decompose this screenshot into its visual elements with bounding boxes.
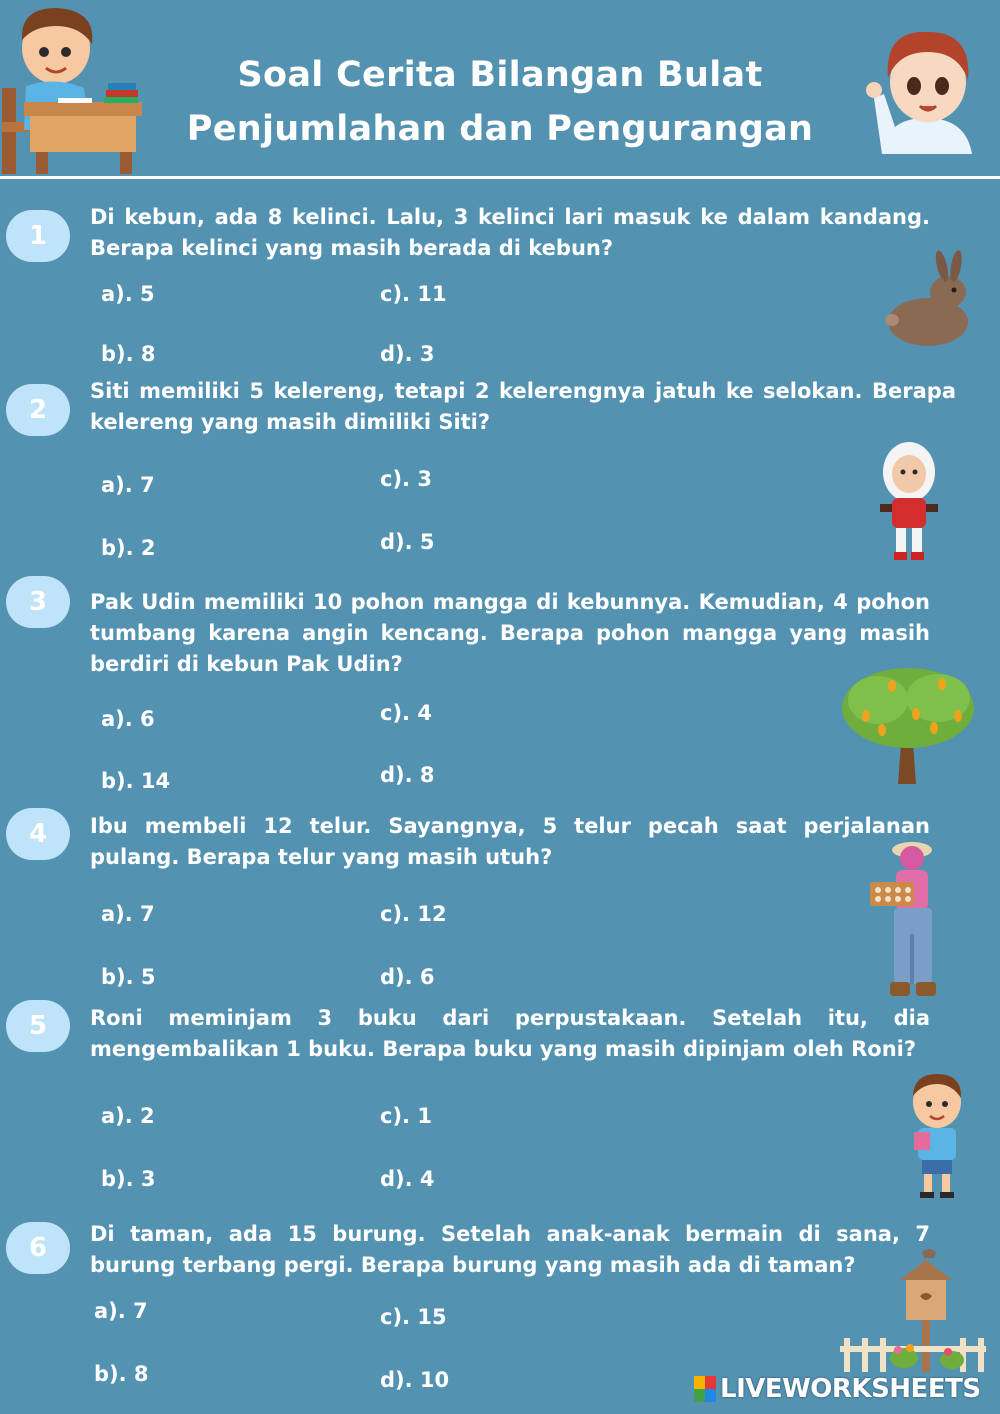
mother-with-eggs-illustration xyxy=(864,834,948,1002)
option-a[interactable]: a). 7 xyxy=(101,473,155,497)
question-number-badge: 4 xyxy=(6,808,70,860)
brand-name: LIVEWORKSHEETS xyxy=(720,1374,981,1404)
option-d[interactable]: d). 8 xyxy=(380,763,435,787)
liveworksheets-logo-icon xyxy=(694,1376,716,1402)
option-a[interactable]: a). 7 xyxy=(101,902,155,926)
option-b[interactable]: b). 3 xyxy=(101,1167,156,1191)
question-text: Siti memiliki 5 kelereng, tetapi 2 kelerengnya jatuh ke selokan. Berapa kelereng yang masih dimiliki Siti? xyxy=(90,379,956,434)
option-a[interactable]: a). 2 xyxy=(101,1104,155,1128)
question-number-badge: 3 xyxy=(6,576,70,628)
question-text: Pak Udin memiliki 10 pohon mangga di kebunnya. Kemudian, 4 pohon tumbang karena angin kencang. Berapa pohon mangga yang masih berdiri di kebun Pak Udin? xyxy=(90,590,930,676)
question-text: Roni meminjam 3 buku dari perpustakaan. Setelah itu, dia mengembalikan 1 buku. Berapa buku yang masih dipinjam oleh Roni? xyxy=(90,1006,930,1061)
option-c[interactable]: c). 12 xyxy=(380,902,447,926)
option-c[interactable]: c). 3 xyxy=(380,467,432,491)
question-number-badge: 5 xyxy=(6,1000,70,1052)
boy-with-book-illustration xyxy=(906,1072,968,1200)
option-c[interactable]: c). 15 xyxy=(380,1305,447,1329)
option-d[interactable]: d). 3 xyxy=(380,342,435,366)
title-line-1: Soal Cerita Bilangan Bulat xyxy=(237,55,763,95)
option-b[interactable]: b). 14 xyxy=(101,769,171,793)
option-d[interactable]: d). 5 xyxy=(380,530,435,554)
birdhouse-garden-illustration xyxy=(840,1246,986,1372)
question-number-badge: 1 xyxy=(6,210,70,262)
option-b[interactable]: b). 8 xyxy=(101,342,156,366)
question-number-badge: 2 xyxy=(6,384,70,436)
option-a[interactable]: a). 6 xyxy=(101,707,155,731)
option-a[interactable]: a). 5 xyxy=(101,282,155,306)
title-line-2: Penjumlahan dan Pengurangan xyxy=(186,109,814,149)
girl-hijab-illustration xyxy=(876,440,942,564)
mango-tree-illustration xyxy=(838,664,978,786)
option-b[interactable]: b). 2 xyxy=(101,536,156,560)
option-b[interactable]: b). 8 xyxy=(94,1362,149,1386)
pointing-boy-illustration xyxy=(862,22,998,166)
option-b[interactable]: b). 5 xyxy=(101,965,156,989)
liveworksheets-logo xyxy=(694,1372,981,1406)
option-d[interactable]: d). 6 xyxy=(380,965,435,989)
question-text: Ibu membeli 12 telur. Sayangnya, 5 telur pecah saat perjalanan pulang. Berapa telur yang masih utuh? xyxy=(90,814,930,869)
question-text: Di kebun, ada 8 kelinci. Lalu, 3 kelinci lari masuk ke dalam kandang. Berapa kelinci yang masih berada di kebun? xyxy=(90,205,930,260)
question-number-badge: 6 xyxy=(6,1222,70,1274)
header-divider xyxy=(0,176,1000,179)
option-d[interactable]: d). 4 xyxy=(380,1167,435,1191)
option-d[interactable]: d). 10 xyxy=(380,1368,450,1392)
option-a[interactable]: a). 7 xyxy=(94,1299,148,1323)
page-title xyxy=(0,48,1000,156)
option-c[interactable]: c). 4 xyxy=(380,701,432,725)
option-c[interactable]: c). 11 xyxy=(380,282,447,306)
rabbit-illustration xyxy=(884,250,976,350)
question-text: Di taman, ada 15 burung. Setelah anak-anak bermain di sana, 7 burung terbang pergi. Berapa burung yang masih ada di taman? xyxy=(90,1222,930,1277)
option-c[interactable]: c). 1 xyxy=(380,1104,432,1128)
